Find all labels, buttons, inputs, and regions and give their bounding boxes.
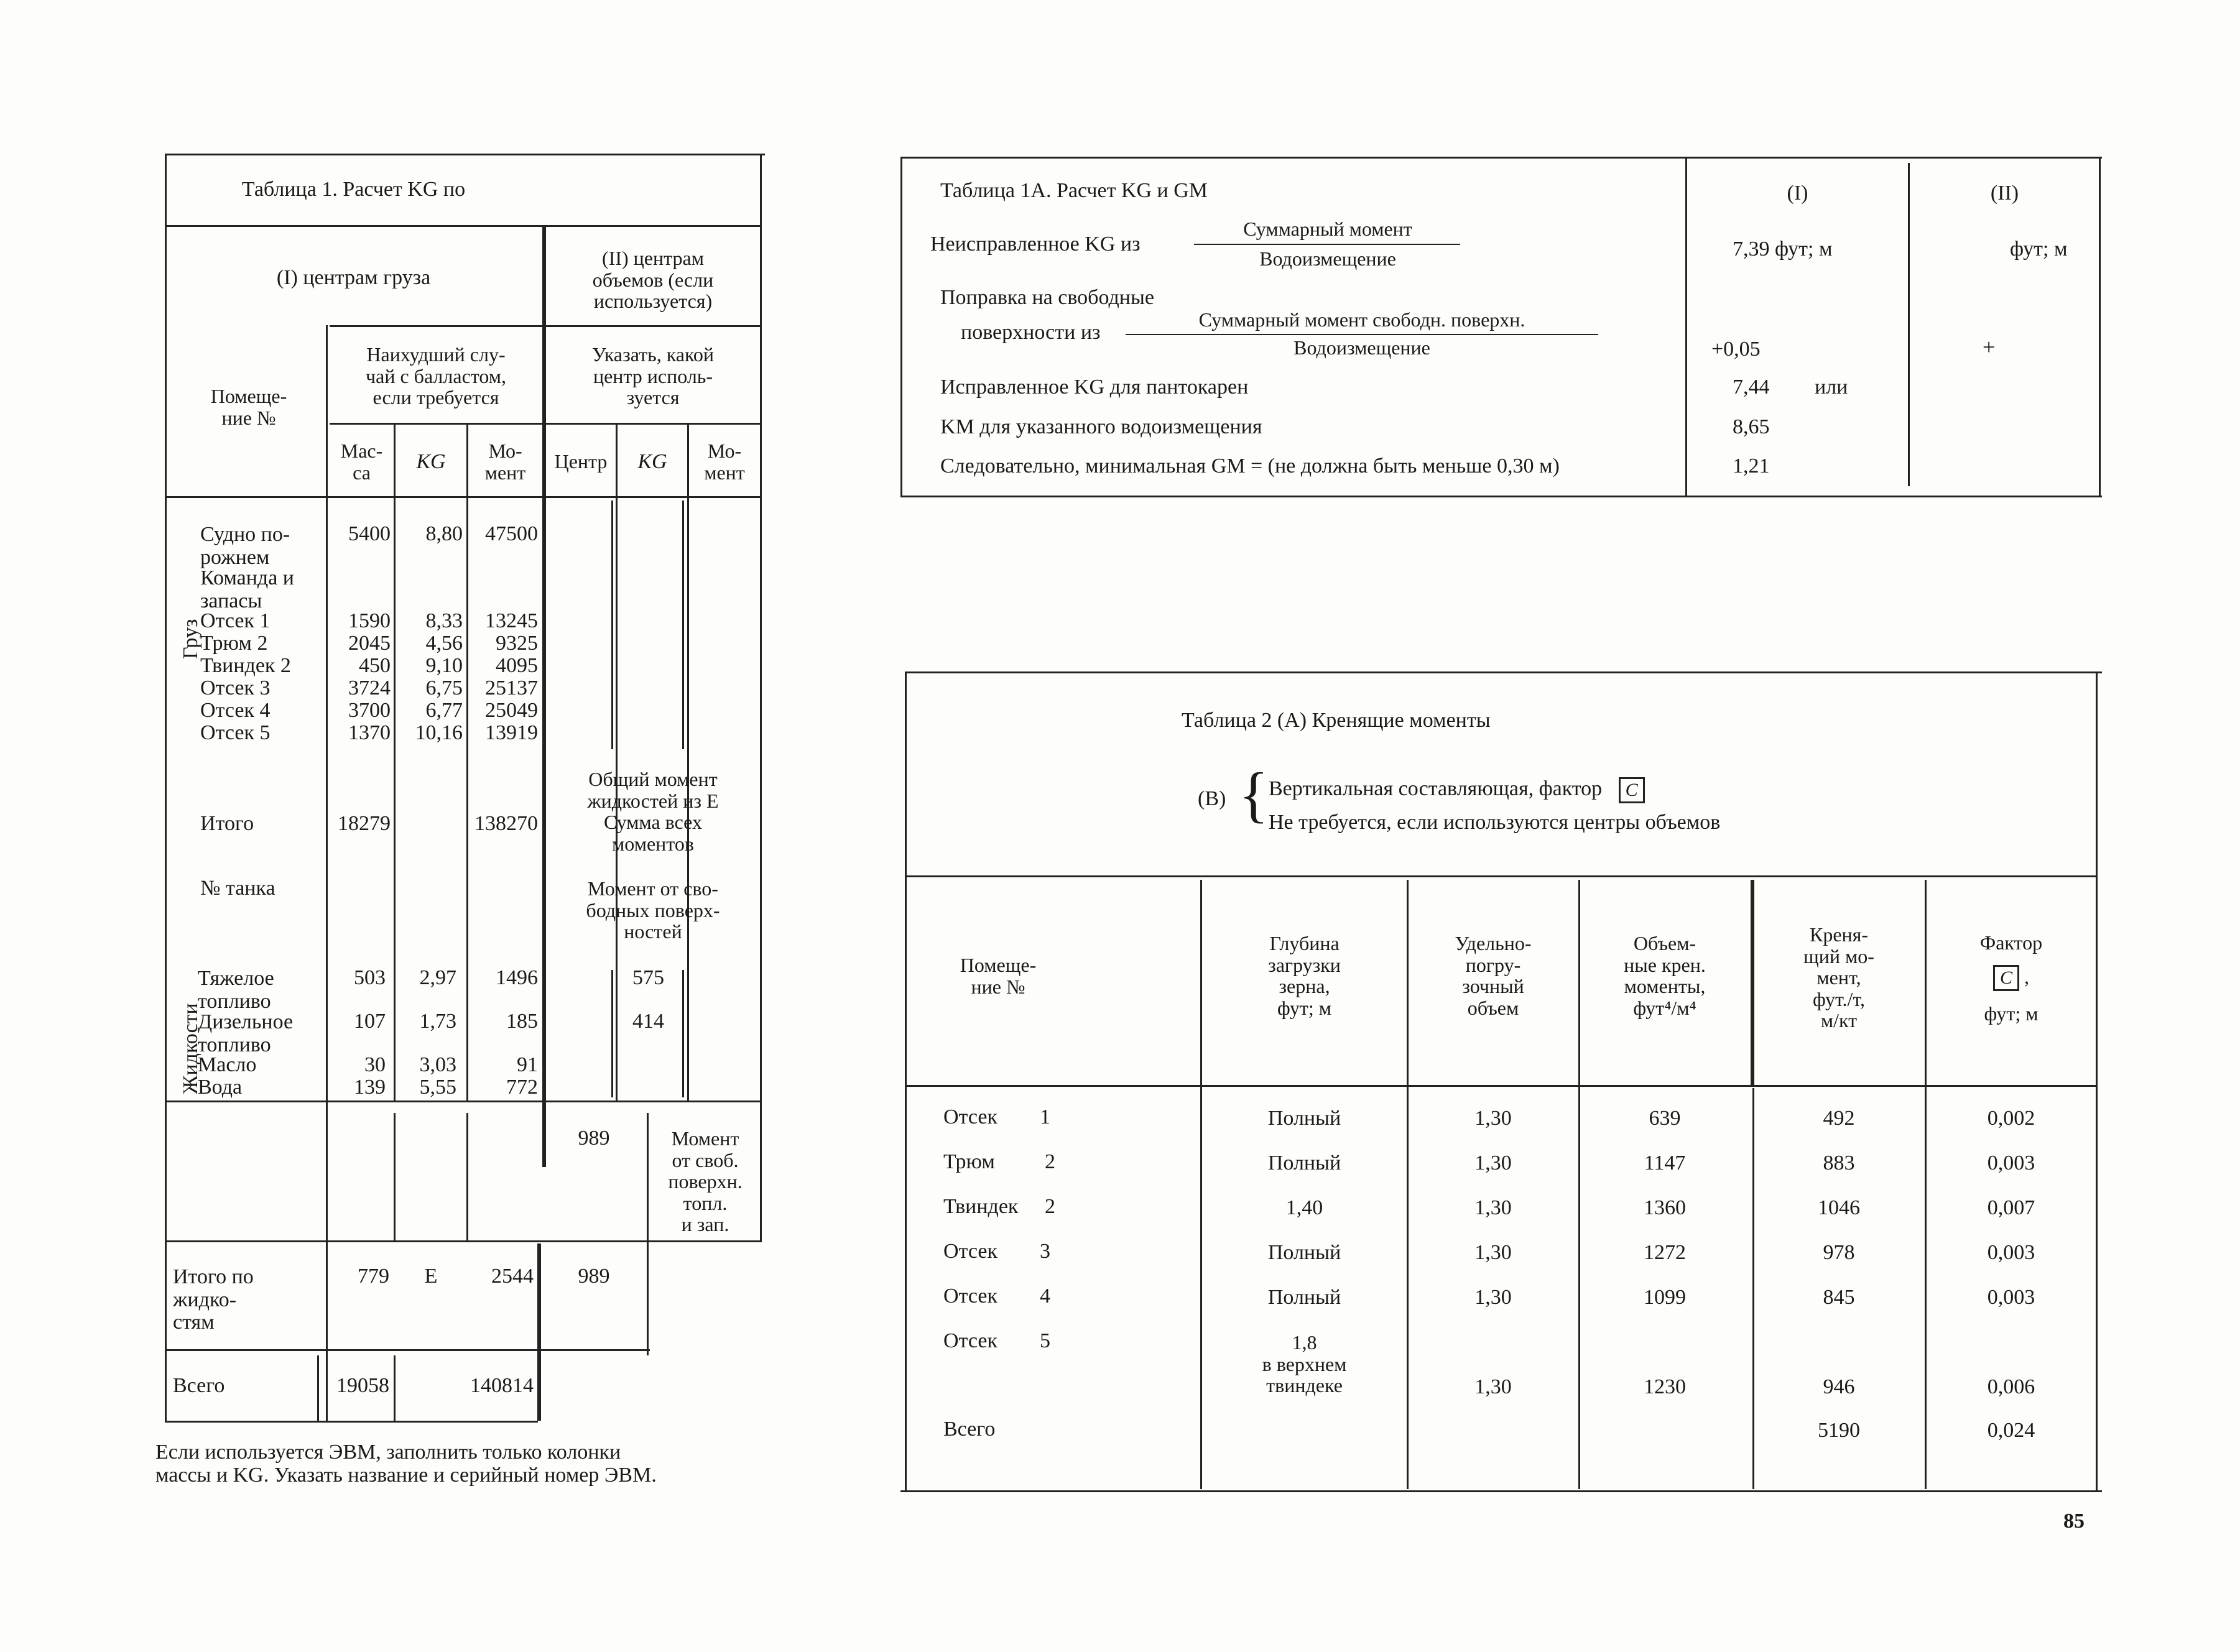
t2-svol: 1,30 xyxy=(1474,1107,1512,1130)
cargo-kg: 6,75 xyxy=(425,676,463,699)
t1a-row1-val: 7,39 фут; м xyxy=(1733,238,1833,261)
factor-c-icon: C xyxy=(1993,965,2019,991)
grand-total-moment: 140814 xyxy=(470,1374,534,1397)
cargo-kg: 8,33 xyxy=(425,609,463,632)
t2-b-label: (B) xyxy=(1198,787,1226,810)
cargo-mass: 2045 xyxy=(348,632,391,655)
t2-b-line2: Не требуется, если используются центры объемов xyxy=(1269,811,1721,834)
t2-room-no: 3 xyxy=(1040,1240,1050,1263)
tank-label: № танка xyxy=(200,877,275,900)
t2-brace: { xyxy=(1239,760,1269,829)
t1a-col-i: (I) xyxy=(1787,182,1808,205)
cargo-row-name: Отсек 1 xyxy=(200,609,271,632)
t2-depth: Полный xyxy=(1267,1286,1341,1309)
t1a-row1-val2: фут; м xyxy=(2010,238,2068,261)
t2-room: Отсек xyxy=(943,1329,997,1352)
cargo-moment: 25137 xyxy=(485,676,538,699)
cargo-moment: 47500 xyxy=(485,522,538,545)
t2-h-factor-box: C , xyxy=(1928,965,2094,991)
t2-svol: 1,30 xyxy=(1474,1151,1512,1174)
cargo-side-label: Груз xyxy=(179,619,202,659)
t2-heel: 883 xyxy=(1823,1151,1855,1174)
t2-room: Отсек xyxy=(943,1105,997,1128)
t2-depth: 1,8 в верхнем твиндеке xyxy=(1262,1331,1347,1397)
center-subheader: Центр xyxy=(554,450,608,473)
t1a-row1-label: Неисправленное KG из xyxy=(930,233,1141,256)
t2-total-heel: 5190 xyxy=(1818,1419,1860,1442)
total-note: Общий момент жидкостей из E Сумма всех моментов xyxy=(587,768,719,855)
cargo-row-name: Команда и запасы xyxy=(200,566,294,612)
t2-svol: 1,30 xyxy=(1474,1196,1512,1219)
t2-vol: 1099 xyxy=(1644,1286,1686,1309)
liquid-row-name: Масло xyxy=(198,1053,257,1076)
left-table-title: Таблица 1. Расчет KG по xyxy=(241,178,466,201)
t2-room: Отсек xyxy=(943,1240,997,1263)
cargo-row-name: Судно по- рожнем xyxy=(200,523,290,569)
t2-h-depth: Глубина загрузки зерна, фут; м xyxy=(1268,932,1341,1019)
t2-h-factor-unit: фут; м xyxy=(1984,1002,2039,1025)
t2-b-line1: Вертикальная составляющая, фактор C xyxy=(1269,777,1645,803)
t2-total-factor: 0,024 xyxy=(1987,1419,2035,1442)
cargo-total-label: Итого xyxy=(200,812,254,835)
t2-svol: 1,30 xyxy=(1474,1375,1512,1398)
liquid-moment: 185 xyxy=(506,1010,538,1033)
t2-depth: Полный xyxy=(1267,1151,1341,1174)
t2-vol: 1360 xyxy=(1644,1196,1686,1219)
t1a-title: Таблица 1А. Расчет KG и GM xyxy=(940,179,1208,202)
liquids-total-mass: 779 xyxy=(358,1265,389,1288)
t2-svol: 1,30 xyxy=(1474,1241,1512,1264)
t2-h-svol: Удельно- погру- зочный объем xyxy=(1455,932,1532,1019)
kg2-subheader: KG xyxy=(637,450,667,473)
cargo-row-name: Трюм 2 xyxy=(200,632,268,655)
factor-c-icon: C xyxy=(1619,777,1645,803)
cargo-mass: 1590 xyxy=(348,609,391,632)
liquid-fs: 414 xyxy=(632,1010,664,1033)
t2-room-no: 2 xyxy=(1045,1150,1055,1173)
t2-room-no: 4 xyxy=(1040,1285,1050,1308)
page-number: 85 xyxy=(2063,1510,2085,1533)
cargo-kg: 9,10 xyxy=(425,654,463,677)
specify-center-header: Указать, какой центр исполь- зуется xyxy=(591,343,714,409)
cargo-mass: 1370 xyxy=(348,721,391,744)
cargo-total-mass: 18279 xyxy=(338,812,391,835)
cargo-total-moment: 138270 xyxy=(474,812,538,835)
cargo-kg: 10,16 xyxy=(415,721,463,744)
t2-total-label: Всего xyxy=(943,1418,996,1441)
t1a-row3-label: Исправленное KG для пантокарен xyxy=(940,376,1249,399)
moment-subheader: Мо- мент xyxy=(484,440,526,484)
t1a-row2-label-b: поверхности из xyxy=(961,321,1101,344)
t2-depth: 1,40 xyxy=(1285,1196,1323,1219)
cargo-mass: 3724 xyxy=(348,676,391,699)
liquid-row-name: Вода xyxy=(198,1076,243,1099)
cargo-moment: 13245 xyxy=(485,609,538,632)
t2-depth: Полный xyxy=(1267,1241,1341,1264)
liquid-moment: 772 xyxy=(506,1076,538,1099)
liquids-total-moment: 2544 xyxy=(491,1265,534,1288)
t2-title: Таблица 2 (A) Кренящие моменты xyxy=(1182,709,1491,732)
t2-heel: 492 xyxy=(1823,1107,1855,1130)
cargo-kg: 6,77 xyxy=(425,699,463,722)
liquid-row-name: Тяжелое топливо xyxy=(198,967,274,1013)
t2-room: Отсек xyxy=(943,1285,997,1308)
fs-moment-note: Момент от сво- бодных поверх- ностей xyxy=(586,877,720,943)
cargo-kg: 8,80 xyxy=(425,522,463,545)
t1a-row1-den: Водоизмещение xyxy=(1259,247,1396,270)
t2-vol: 1147 xyxy=(1644,1151,1686,1174)
liquid-kg: 2,97 xyxy=(419,966,456,989)
t1a-row1-num: Суммарный момент xyxy=(1243,218,1412,240)
t1a-row2-label-a: Поправка на свободные xyxy=(940,286,1154,309)
liquids-total-kg: E xyxy=(424,1265,438,1288)
room-header: Помеще- ние № xyxy=(210,385,287,429)
t2-vol: 639 xyxy=(1649,1107,1681,1130)
t2-heel: 946 xyxy=(1823,1375,1855,1398)
t2-vol: 1272 xyxy=(1644,1241,1686,1264)
col2-group-header: (II) центрам объемов (если используется) xyxy=(592,247,714,313)
grand-total-label: Всего xyxy=(173,1374,225,1397)
fs-sum: 989 xyxy=(578,1127,610,1150)
liquid-mass: 30 xyxy=(364,1053,386,1076)
grand-total-mass: 19058 xyxy=(336,1374,389,1397)
t2-heel: 1046 xyxy=(1818,1196,1860,1219)
t2-room: Твиндек xyxy=(943,1195,1019,1218)
cargo-mass: 3700 xyxy=(348,699,391,722)
liquids-total-label: Итого по жидко- стям xyxy=(173,1265,254,1334)
liquid-moment: 1496 xyxy=(496,966,538,989)
t2-heel: 978 xyxy=(1823,1241,1855,1264)
t1a-row4-label: KM для указанного водоизмещения xyxy=(940,415,1262,438)
t2-factor: 0,003 xyxy=(1987,1151,2035,1174)
liquid-kg: 5,55 xyxy=(419,1076,456,1099)
liquid-kg: 1,73 xyxy=(419,1010,456,1033)
cargo-moment: 9325 xyxy=(496,632,538,655)
t1a-row2-num: Суммарный момент свободн. поверхн. xyxy=(1198,308,1525,331)
mass-subheader: Мас- са xyxy=(340,440,383,484)
t2-factor: 0,003 xyxy=(1987,1286,2035,1309)
liquid-mass: 503 xyxy=(354,966,386,989)
t2-room-no: 1 xyxy=(1040,1105,1050,1128)
t1a-row3-val: 7,44 xyxy=(1733,376,1770,399)
moment2-subheader: Мо- мент xyxy=(704,440,745,484)
t2-room: Трюм xyxy=(943,1150,995,1173)
t2-heel: 845 xyxy=(1823,1286,1855,1309)
t1a-row2-den: Водоизмещение xyxy=(1294,336,1430,359)
cargo-row-name: Отсек 3 xyxy=(200,676,271,699)
kg-subheader: KG xyxy=(416,450,446,473)
liquid-moment: 91 xyxy=(517,1053,538,1076)
cargo-row-name: Твиндек 2 xyxy=(200,654,291,677)
t2-factor: 0,007 xyxy=(1987,1196,2035,1219)
liquids-side-label: Жидкости xyxy=(179,1003,202,1094)
liquid-row-name: Дизельное топливо xyxy=(198,1010,294,1056)
t2-vol: 1230 xyxy=(1644,1375,1686,1398)
t2-factor: 0,006 xyxy=(1987,1375,2035,1398)
t2-h-factor: Фактор xyxy=(1979,931,2043,954)
cargo-row-name: Отсек 4 xyxy=(200,699,271,722)
worst-case-header: Наихудший слу- чай с балластом, если требуется xyxy=(366,343,506,409)
t2-factor: 0,003 xyxy=(1987,1241,2035,1264)
left-footnote: Если используется ЭВМ, заполнить только колонки массы и KG. Указать название и серийный номер ЭВМ. xyxy=(155,1441,657,1487)
liquid-mass: 139 xyxy=(354,1076,386,1099)
t1a-row5-val: 1,21 xyxy=(1733,455,1770,478)
liquid-kg: 3,03 xyxy=(419,1053,456,1076)
cargo-moment: 4095 xyxy=(496,654,538,677)
t1a-row3-or: или xyxy=(1815,376,1848,399)
t1a-row5-label: Следовательно, минимальная GM = (не должна быть меньше 0,30 м) xyxy=(940,455,1560,478)
t2-room-no: 2 xyxy=(1045,1195,1055,1218)
cargo-kg: 4,56 xyxy=(425,632,463,655)
cargo-mass: 450 xyxy=(359,654,391,677)
t2-h-vol: Объем- ные крен. моменты, фут⁴/м⁴ xyxy=(1624,932,1706,1019)
liquid-fs: 575 xyxy=(632,966,664,989)
t2-h-heel: Креня- щий мо- мент, фут./т, м/кт xyxy=(1803,923,1874,1032)
t1a-row2-val2: + xyxy=(1983,335,1996,359)
t1a-row4-val: 8,65 xyxy=(1733,415,1770,438)
t1a-row2-val: +0,05 xyxy=(1711,338,1761,361)
liquid-mass: 107 xyxy=(354,1010,386,1033)
cargo-mass: 5400 xyxy=(348,522,391,545)
t2-room-no: 5 xyxy=(1040,1329,1050,1352)
col1-group-header: (I) центрам груза xyxy=(276,266,431,289)
cargo-row-name: Отсек 5 xyxy=(200,721,271,744)
t2-svol: 1,30 xyxy=(1474,1286,1512,1309)
cargo-moment: 25049 xyxy=(485,699,538,722)
liquids-total-fs: 989 xyxy=(578,1265,610,1288)
fs-sum-note: Момент от своб. поверхн. топл. и зап. xyxy=(668,1127,743,1236)
t2-factor: 0,002 xyxy=(1987,1107,2035,1130)
t1a-col-ii: (II) xyxy=(1990,182,2019,205)
cargo-moment: 13919 xyxy=(485,721,538,744)
t2-depth: Полный xyxy=(1267,1107,1341,1130)
t2-h-room: Помеще- ние № xyxy=(960,954,1037,998)
